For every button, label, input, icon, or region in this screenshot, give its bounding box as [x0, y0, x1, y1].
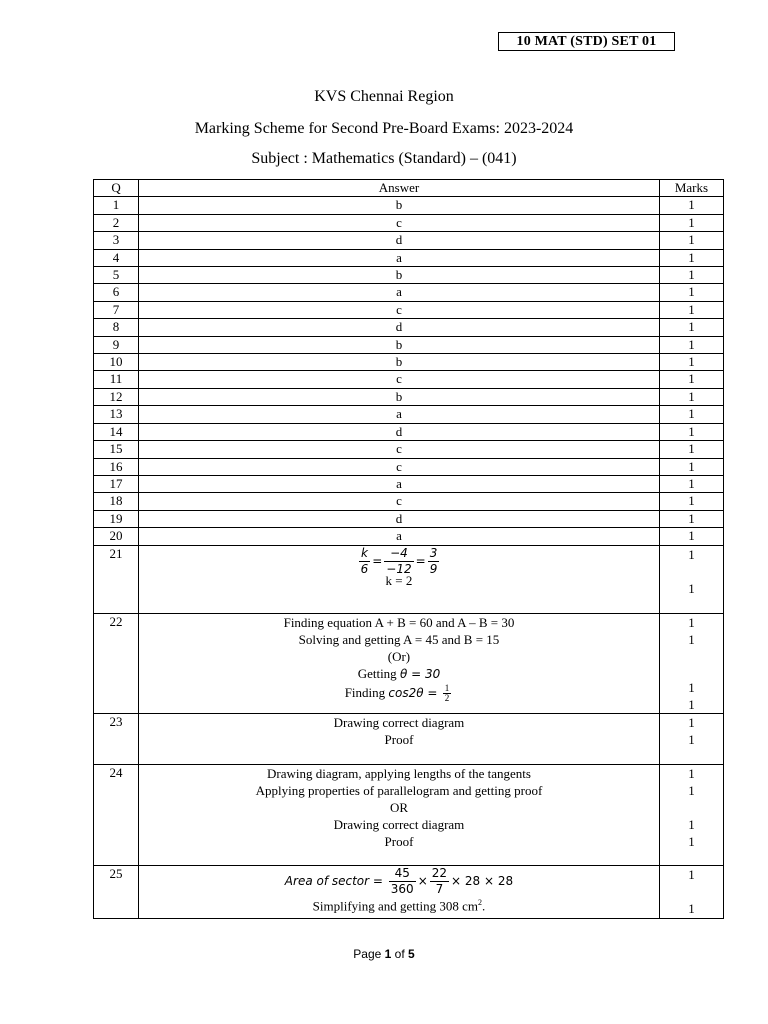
q-number: 17: [94, 475, 139, 492]
q-number: 3: [94, 232, 139, 249]
answer-cell: c: [139, 458, 660, 475]
marks-cell: 1: [659, 475, 723, 492]
q-number: 14: [94, 423, 139, 440]
table-row-q21: [94, 545, 724, 613]
set-code-box: 10 MAT (STD) SET 01: [498, 32, 675, 51]
answer-cell: b: [139, 354, 660, 371]
table-row: [94, 319, 724, 336]
marks-cell: 1: [659, 406, 723, 423]
table-row: [94, 301, 724, 318]
table-row: [94, 388, 724, 405]
math-fraction-equation: $\frac{k}{6}$ = $\frac{-4}{-12}$ = $\frac{3}{9}$: [360, 545, 438, 576]
answer-cell: a: [139, 249, 660, 266]
answer-cell: c: [139, 371, 660, 388]
table-row: [94, 371, 724, 388]
q-number: 24: [94, 764, 139, 865]
q-number: 18: [94, 493, 139, 510]
marks-cell: 1: [659, 354, 723, 371]
q-number: 2: [94, 214, 139, 231]
marks-cell: 1: [659, 493, 723, 510]
answer-cell: Finding equation A + B = 60 and A – B = 30 Solving and getting A = 45 and B = 15 (Or) Getting θ = 30 Finding cos2θ = $\frac{1}{2}$: [139, 613, 660, 713]
document-title: Marking Scheme for Second Pre-Board Exams: 2023-2024: [194, 120, 574, 137]
q-number: 12: [94, 388, 139, 405]
region-heading: KVS Chennai Region: [314, 88, 454, 105]
table-row-q25: [94, 865, 724, 918]
table-row-q22: [94, 613, 724, 713]
answer-cell: a: [139, 475, 660, 492]
q-number: 10: [94, 354, 139, 371]
table-row: [94, 458, 724, 475]
answer-cell: c: [139, 214, 660, 231]
q-number: 13: [94, 406, 139, 423]
q-number: 1: [94, 197, 139, 214]
marks-cell: 1: [659, 267, 723, 284]
answer-cell: d: [139, 319, 660, 336]
answer-line: k = 2: [385, 572, 413, 588]
q-number: 23: [94, 713, 139, 764]
table-row: [94, 441, 724, 458]
col-header-answer: Answer: [139, 180, 660, 197]
marks-cell: 1: [659, 458, 723, 475]
answer-cell: Area of sector = $\frac{45}{360}$ × $\frac{22}{7}$ × 28 × 28 Simplifying and getting 308 $cm^2$.: [139, 865, 660, 918]
marks-cell: 1: [659, 197, 723, 214]
table-row: [94, 528, 724, 545]
q-number: 16: [94, 458, 139, 475]
answer-cell: c: [139, 493, 660, 510]
answer-cell: a: [139, 528, 660, 545]
table-row-q24: [94, 764, 724, 865]
table-row: [94, 232, 724, 249]
table-row: [94, 214, 724, 231]
marks-cell: 1: [659, 214, 723, 231]
table-row: [94, 284, 724, 301]
q-number: 8: [94, 319, 139, 336]
q-number: 6: [94, 284, 139, 301]
table-row: [94, 406, 724, 423]
page-footer: Page 1 of 5: [353, 947, 415, 961]
answer-cell: b: [139, 267, 660, 284]
table-row: [94, 423, 724, 440]
q-number: 4: [94, 249, 139, 266]
marks-cell: 1 1: [659, 865, 723, 918]
table-row: [94, 354, 724, 371]
q-number: 20: [94, 528, 139, 545]
answer-cell: [139, 545, 660, 613]
marks-cell: 1 1 1 1: [659, 764, 723, 865]
answer-cell: c: [139, 441, 660, 458]
answer-cell: a: [139, 284, 660, 301]
marks-cell: 1: [659, 232, 723, 249]
marks-cell: 1: [659, 528, 723, 545]
marks-cell: 1: [659, 284, 723, 301]
q-number: 9: [94, 336, 139, 353]
q-number: 15: [94, 441, 139, 458]
q-number: 7: [94, 301, 139, 318]
marking-scheme-table: [93, 179, 724, 919]
sector-area-formula: Area of sector = $\frac{45}{360}$ × $\frac{22}{7}$ × 28 × 28: [284, 865, 514, 896]
answer-cell: a: [139, 406, 660, 423]
table-row: [94, 493, 724, 510]
table-row: [94, 267, 724, 284]
table-row-q23: [94, 713, 724, 764]
marks-cell: 1: [659, 336, 723, 353]
q-number: 21: [94, 545, 139, 613]
col-header-marks: Marks: [659, 180, 723, 197]
long-answer-rows: [94, 545, 724, 918]
marks-cell: 1 1 1 1: [659, 613, 723, 713]
marks-cell: 1: [659, 388, 723, 405]
answer-cell: Drawing correct diagram Proof: [139, 713, 660, 764]
marks-cell: 1: [659, 371, 723, 388]
table-row: [94, 510, 724, 527]
marks-cell: 1: [659, 423, 723, 440]
answer-cell: Drawing diagram, applying lengths of the tangents Applying properties of parallelogram and getting proof OR Drawing correct diagram Proof: [139, 764, 660, 865]
answer-cell: b: [139, 336, 660, 353]
table-row: [94, 197, 724, 214]
marks-cell: 1: [659, 510, 723, 527]
marks-cell: 1 1: [659, 713, 723, 764]
table-row: [94, 336, 724, 353]
q-number: 22: [94, 613, 139, 713]
table-header-row: [94, 180, 724, 197]
answer-cell: b: [139, 197, 660, 214]
marks-cell: 1: [659, 301, 723, 318]
q-number: 19: [94, 510, 139, 527]
answer-cell: d: [139, 423, 660, 440]
table-row: [94, 249, 724, 266]
marks-cell: 1: [659, 441, 723, 458]
marks-cell: 1 1: [659, 545, 723, 613]
answer-cell: c: [139, 301, 660, 318]
q-number: 25: [94, 865, 139, 918]
q-number: 5: [94, 267, 139, 284]
answer-cell: b: [139, 388, 660, 405]
q-number: 11: [94, 371, 139, 388]
marks-cell: 1: [659, 319, 723, 336]
subject-heading: Subject : Mathematics (Standard) – (041): [251, 150, 517, 167]
answer-cell: d: [139, 510, 660, 527]
answer-cell: d: [139, 232, 660, 249]
table-row: [94, 475, 724, 492]
marks-cell: 1: [659, 249, 723, 266]
col-header-q: Q: [94, 180, 139, 197]
mcq-rows: [94, 197, 724, 545]
